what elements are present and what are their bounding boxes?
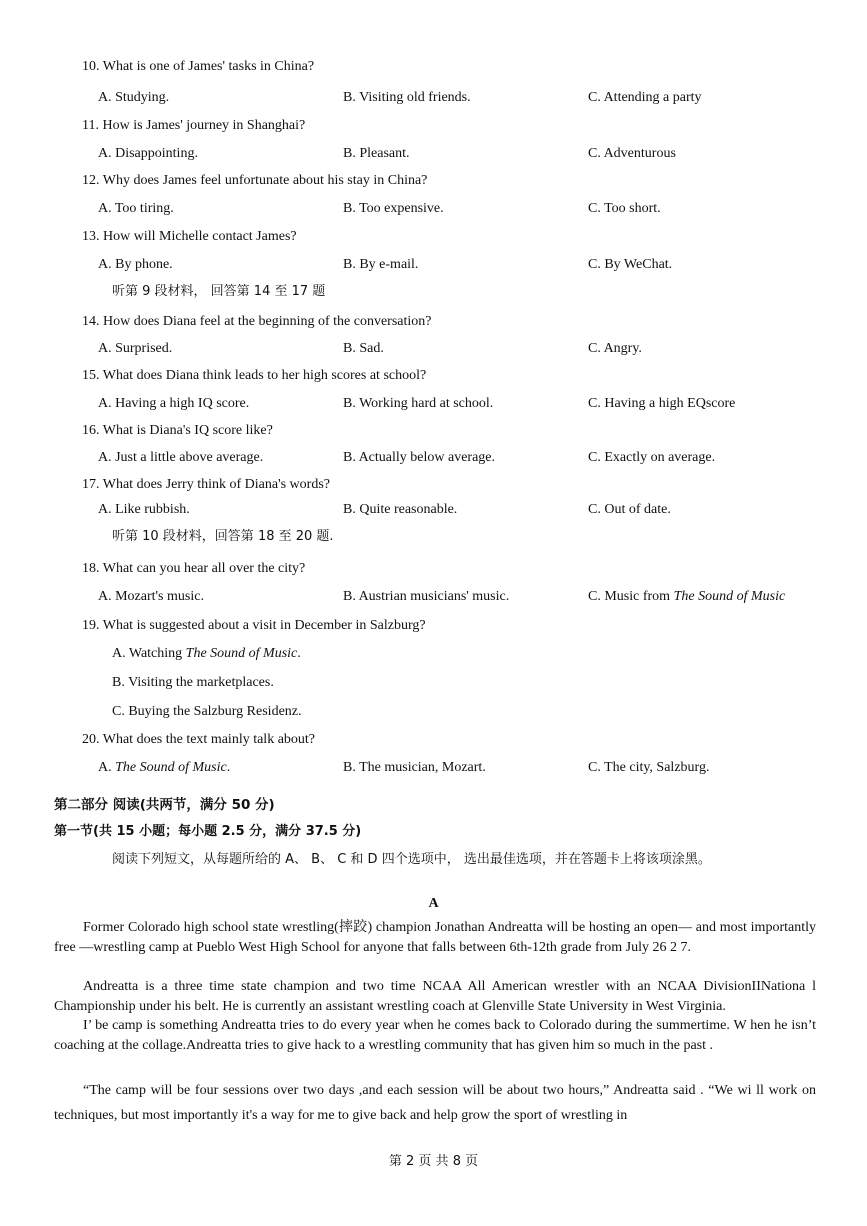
option-19c: C. Buying the Salzburg Residenz.	[112, 704, 302, 719]
option-18a: A. Mozart's music.	[98, 589, 204, 604]
passage-paragraph-2: Andreatta is a three time state champion and two time NCAA All American wrestler with an NCAA DivisionIINationa l Championship under his belt. He is currently an assistant wrestling coach at Glenville State University in West Virginia.	[54, 979, 816, 1014]
question-15: 15. What does Diana think leads to her high scores at school?	[82, 368, 427, 383]
option-15a: A. Having a high IQ score.	[98, 396, 250, 411]
option-12c: C. Too short.	[588, 201, 661, 216]
question-19: 19. What is suggested about a visit in December in Salzburg?	[82, 618, 426, 633]
option-15b: B. Working hard at school.	[343, 396, 494, 411]
passage-paragraph-3: I’ be camp is something Andreatta tries to do every year when he comes back to Colorado during the summertime. W hen he isn’t coaching at the collage.Andreatta tries to give hack to a wrestling community that has given him so much in the past .	[54, 1018, 816, 1053]
option-18b: B. Austrian musicians' music.	[343, 589, 510, 604]
option-18c: C. Music from The Sound of Music	[588, 589, 786, 604]
part-2-heading: 第二部分 阅读(共两节，满分 50 分)	[54, 797, 275, 813]
question-10: 10. What is one of James' tasks in China?	[82, 59, 315, 74]
option-14c: C. Angry.	[588, 341, 642, 356]
option-17b: B. Quite reasonable.	[343, 502, 458, 517]
option-11b: B. Pleasant.	[343, 146, 410, 161]
option-16a: A. Just a little above average.	[98, 450, 264, 465]
option-19a: A. Watching The Sound of Music.	[112, 646, 301, 661]
option-17c: C. Out of date.	[588, 502, 671, 517]
option-12a: A. Too tiring.	[98, 201, 174, 216]
option-16b: B. Actually below average.	[343, 450, 496, 465]
passage-paragraph-4: “The camp will be four sessions over two days ,and each session will be about two hours,” Andreatta said . “We wi ll work on techniques, but most importantly it's a way for me to give back and help grow the sport of wrestling in	[54, 1083, 816, 1123]
question-11: 11. How is James' journey in Shanghai?	[82, 118, 306, 133]
option-12b: B. Too expensive.	[343, 201, 444, 216]
question-16: 16. What is Diana's IQ score like?	[82, 423, 273, 438]
option-19b: B. Visiting the marketplaces.	[112, 675, 274, 690]
page-number-footer: 第 2 页 共 8 页	[388, 1154, 479, 1169]
question-13: 13. How will Michelle contact James?	[82, 229, 297, 244]
option-13b: B. By e-mail.	[343, 257, 419, 272]
segment-9-instruction: 听第 9 段材料， 回答第 14 至 17 题	[112, 284, 326, 299]
segment-10-instruction: 听第 10 段材料，回答第 18 至 20 题.	[112, 529, 334, 544]
question-12: 12. Why does James feel unfortunate about his stay in China?	[82, 173, 428, 188]
option-20a: A. The Sound of Music.	[98, 760, 231, 775]
option-11a: A. Disappointing.	[98, 146, 198, 161]
option-10a: A. Studying.	[98, 90, 170, 105]
option-10c: C. Attending a party	[588, 90, 702, 105]
option-17a: A. Like rubbish.	[98, 502, 190, 517]
reading-directions: 阅读下列短文，从每题所给的 A、 B、 C 和 D 四个选项中， 选出最佳选项，并在答题卡上将该项涂黑。	[112, 852, 711, 867]
option-10b: B. Visiting old friends.	[343, 90, 471, 105]
option-14b: B. Sad.	[343, 341, 384, 356]
passage-paragraph-1: Former Colorado high school state wrestling(摔跤) champion Jonathan Andreatta will be hosting an open— and most importantly free —wrestling camp at Pueblo West High School for anyone that falls between 6th-12th grade from July 26 2 7.	[54, 920, 816, 955]
option-16c: C. Exactly on average.	[588, 450, 716, 465]
option-13a: A. By phone.	[98, 257, 173, 272]
option-14a: A. Surprised.	[98, 341, 173, 356]
section-1-heading: 第一节(共 15 小题；每小题 2.5 分，满分 37.5 分)	[54, 824, 362, 839]
question-17: 17. What does Jerry think of Diana's words?	[82, 477, 330, 492]
option-20b: B. The musician, Mozart.	[343, 760, 486, 775]
option-11c: C. Adventurous	[588, 146, 676, 161]
question-20: 20. What does the text mainly talk about?	[82, 732, 316, 747]
option-13c: C. By WeChat.	[588, 257, 673, 272]
passage-title: A	[428, 896, 439, 911]
question-18: 18. What can you hear all over the city?	[82, 561, 306, 576]
question-14: 14. How does Diana feel at the beginning of the conversation?	[82, 314, 432, 329]
option-15c: C. Having a high EQscore	[588, 396, 736, 411]
option-20c: C. The city, Salzburg.	[588, 760, 710, 775]
